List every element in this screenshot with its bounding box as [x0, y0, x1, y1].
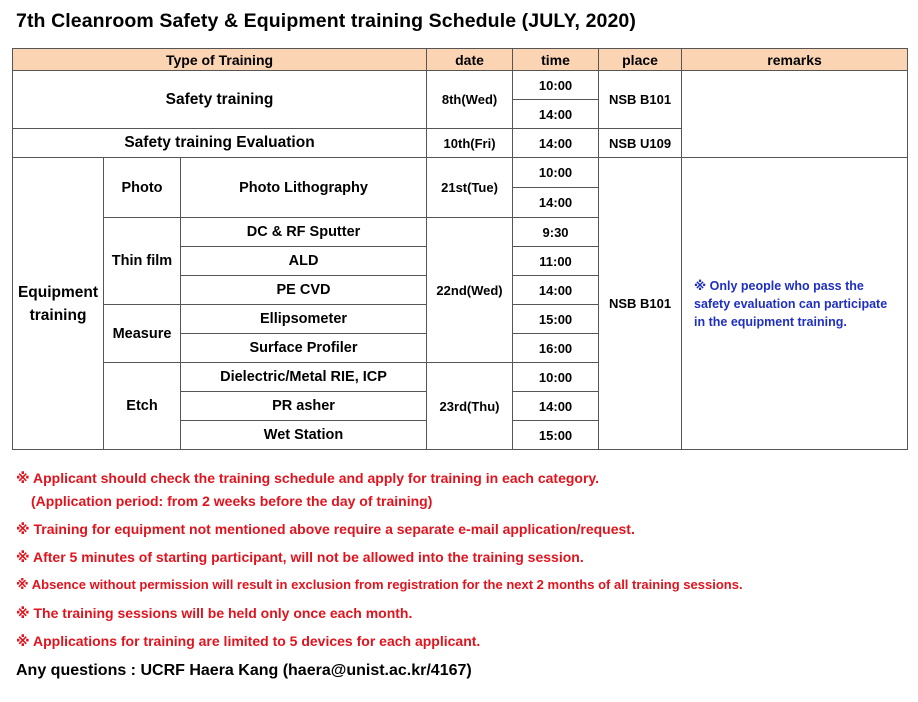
time-1600: 16:00 [513, 334, 599, 363]
time-1400: 14:00 [513, 276, 599, 305]
category-etch: Etch [104, 363, 181, 450]
date-22nd: 22nd(Wed) [427, 218, 513, 363]
safety-time-1: 10:00 [513, 71, 599, 100]
evaluation-time: 14:00 [513, 129, 599, 158]
note-late-arrival: ※ After 5 minutes of starting participant, will not be allowed into the training session. [16, 549, 584, 565]
note-apply-text: ※ Applicant should check the training schedule and apply for training in each category. [16, 470, 600, 486]
equipment-place: NSB B101 [599, 158, 682, 450]
equipment-training-label: Equipment training [13, 158, 104, 450]
note-once-monthly: ※ The training sessions will be held only once each month. [16, 605, 413, 621]
item-dc-rf-sputter: DC & RF Sputter [181, 218, 427, 247]
photo-time-2: 14:00 [513, 188, 599, 218]
safety-training-place: NSB B101 [599, 71, 682, 129]
item-ellipsometer: Ellipsometer [181, 305, 427, 334]
category-measure: Measure [104, 305, 181, 363]
page-title: 7th Cleanroom Safety & Equipment training Schedule (JULY, 2020) [16, 10, 636, 32]
safety-time-2: 14:00 [513, 100, 599, 129]
note-absence: ※ Absence without permission will result in exclusion from registration for the next 2 months of all training sessions. [16, 577, 743, 592]
item-ald: ALD [181, 247, 427, 276]
evaluation-label: Safety training Evaluation [13, 129, 427, 158]
header-time: time [513, 49, 599, 71]
header-row [13, 49, 908, 71]
time-1500: 15:00 [513, 305, 599, 334]
item-pe-cvd: PE CVD [181, 276, 427, 305]
safety-training-date: 8th(Wed) [427, 71, 513, 129]
evaluation-date: 10th(Fri) [427, 129, 513, 158]
schedule-table [12, 48, 908, 450]
item-pr-asher: PR asher [181, 392, 427, 421]
item-surface-profiler: Surface Profiler [181, 334, 427, 363]
etch-time-1: 10:00 [513, 363, 599, 392]
evaluation-place: NSB U109 [599, 129, 682, 158]
category-thin-film: Thin film [104, 218, 181, 305]
photo-date: 21st(Tue) [427, 158, 513, 218]
header-type: Type of Training [13, 49, 427, 71]
etch-time-2: 14:00 [513, 392, 599, 421]
note-device-limit: ※ Applications for training are limited to 5 devices for each applicant. [16, 633, 481, 649]
contact-info: Any questions : UCRF Haera Kang (haera@unist.ac.kr/4167) [16, 662, 472, 679]
equipment-remark: ※ Only people who pass the safety evaluation can participate in the equipment training. [682, 158, 908, 450]
header-date: date [427, 49, 513, 71]
time-1100: 11:00 [513, 247, 599, 276]
etch-date: 23rd(Thu) [427, 363, 513, 450]
note-apply [16, 469, 743, 510]
safety-training-label: Safety training [13, 71, 427, 129]
table-row [13, 158, 908, 188]
notes-list [16, 469, 743, 660]
time-0930: 9:30 [513, 218, 599, 247]
remarks-cell-safety [682, 71, 908, 158]
photo-time-1: 10:00 [513, 158, 599, 188]
table-row [13, 71, 908, 100]
category-photo: Photo [104, 158, 181, 218]
header-remarks: remarks [682, 49, 908, 71]
etch-time-3: 15:00 [513, 421, 599, 450]
item-photo-lithography: Photo Lithography [181, 158, 427, 218]
note-separate-request: ※ Training for equipment not mentioned above require a separate e-mail application/request. [16, 521, 635, 537]
item-wet-station: Wet Station [181, 421, 427, 450]
item-dielectric-metal-rie: Dielectric/Metal RIE, ICP [181, 363, 427, 392]
note-application-period: (Application period: from 2 weeks before the day of training) [31, 493, 433, 509]
header-place: place [599, 49, 682, 71]
